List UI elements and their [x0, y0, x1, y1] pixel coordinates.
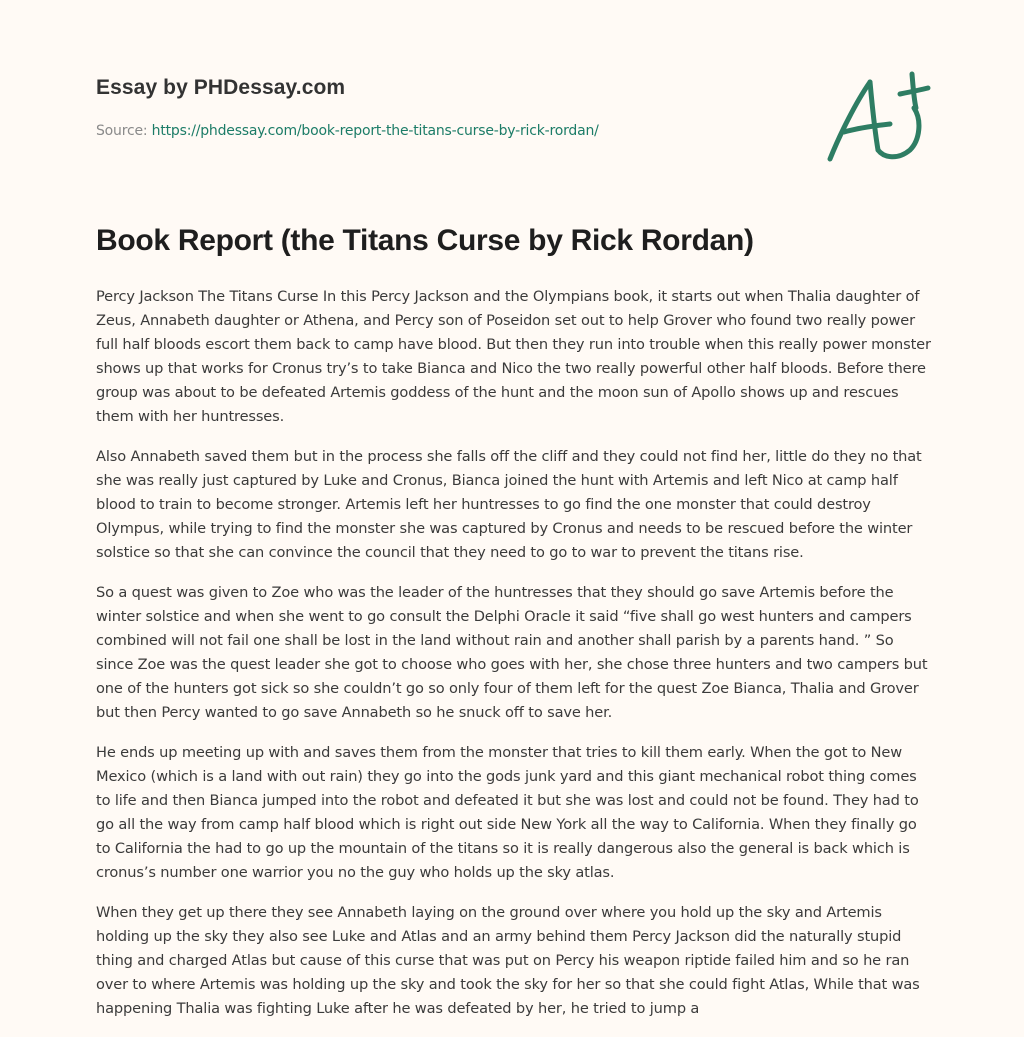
article-body	[96, 285, 932, 1037]
site-title: Essay by PHDessay.com	[96, 76, 346, 99]
a-plus-grade-icon	[822, 64, 932, 168]
source-line	[96, 123, 599, 139]
paragraph: Percy Jackson The Titans Curse In this Percy Jackson and the Olympians book, it starts out when Thalia daughter of Zeus, Annabeth daughter or Athena, and Percy son of Poseidon set out to help Grover who found two really power full half bloods escort them back to camp have blood. But then they run into trouble when this really power monster shows up that works for Cronus try’s to take Bianca and Nico the two really powerful other half bloods. Before there group was about to be defeated Artemis goddess of the hunt and the moon sun of Apollo shows up and rescues them with her huntresses.	[96, 288, 931, 425]
paragraph: Also Annabeth saved them but in the process she falls off the cliff and they could not find her, little do they no that she was really just captured by Luke and Cronus, Bianca joined the hunt with Artemis and left Nico at camp half blood to train to become stronger. Artemis left her huntresses to go find the one monster that could destroy Olympus, while trying to find the monster she was captured by Cronus and needs to be rescued before the winter solstice so that she can convince the council that they need to go to war to prevent the titans rise.	[96, 448, 922, 561]
source-label: Source:	[96, 123, 152, 139]
page-title: Book Report (the Titans Curse by Rick Rordan)	[96, 224, 754, 257]
paragraph: When they get up there they see Annabeth laying on the ground over where you hold up the sky and Artemis holding up the sky they also see Luke and Atlas and an army behind them Percy Jackson did the naturally stupid thing and charged Atlas but cause of this curse that was put on Percy his weapon riptide failed him and so he ran over to where Artemis was holding up the sky and took the sky for her so that she could fight Atlas, While that was happening Thalia was fighting Luke after he was defeated by her, he tried to jump a	[96, 904, 920, 1017]
site-header	[96, 0, 928, 200]
source-link[interactable]: https://phdessay.com/book-report-the-titans-curse-by-rick-rordan/	[151, 123, 599, 139]
paragraph: He ends up meeting up with and saves them from the monster that tries to kill them early. When the got to New Mexico (which is a land with out rain) they go into the gods junk yard and this giant mechanical robot thing comes to life and then Bianca jumped into the robot and defeated it but she was lost and could not be found. They had to go all the way from camp half blood which is right out side New York all the way to California. When they finally go to California the had to go up the mountain of the titans so it is really dangerous also the general is back which is cronus’s number one warrior you no the guy who holds up the sky atlas.	[96, 744, 919, 881]
paragraph: So a quest was given to Zoe who was the leader of the huntresses that they should go save Artemis before the winter solstice and when she went to go consult the Delphi Oracle it said “five shall go west hunters and campers combined will not fail one shall be lost in the land without rain and another shall parish by a parents hand. ” So since Zoe was the quest leader she got to choose who goes with her, she chose three hunters and two campers but one of the hunters got sick so she couldn’t go so only four of them left for the quest Zoe Bianca, Thalia and Grover but then Percy wanted to go save Annabeth so he snuck off to save her.	[96, 584, 928, 721]
